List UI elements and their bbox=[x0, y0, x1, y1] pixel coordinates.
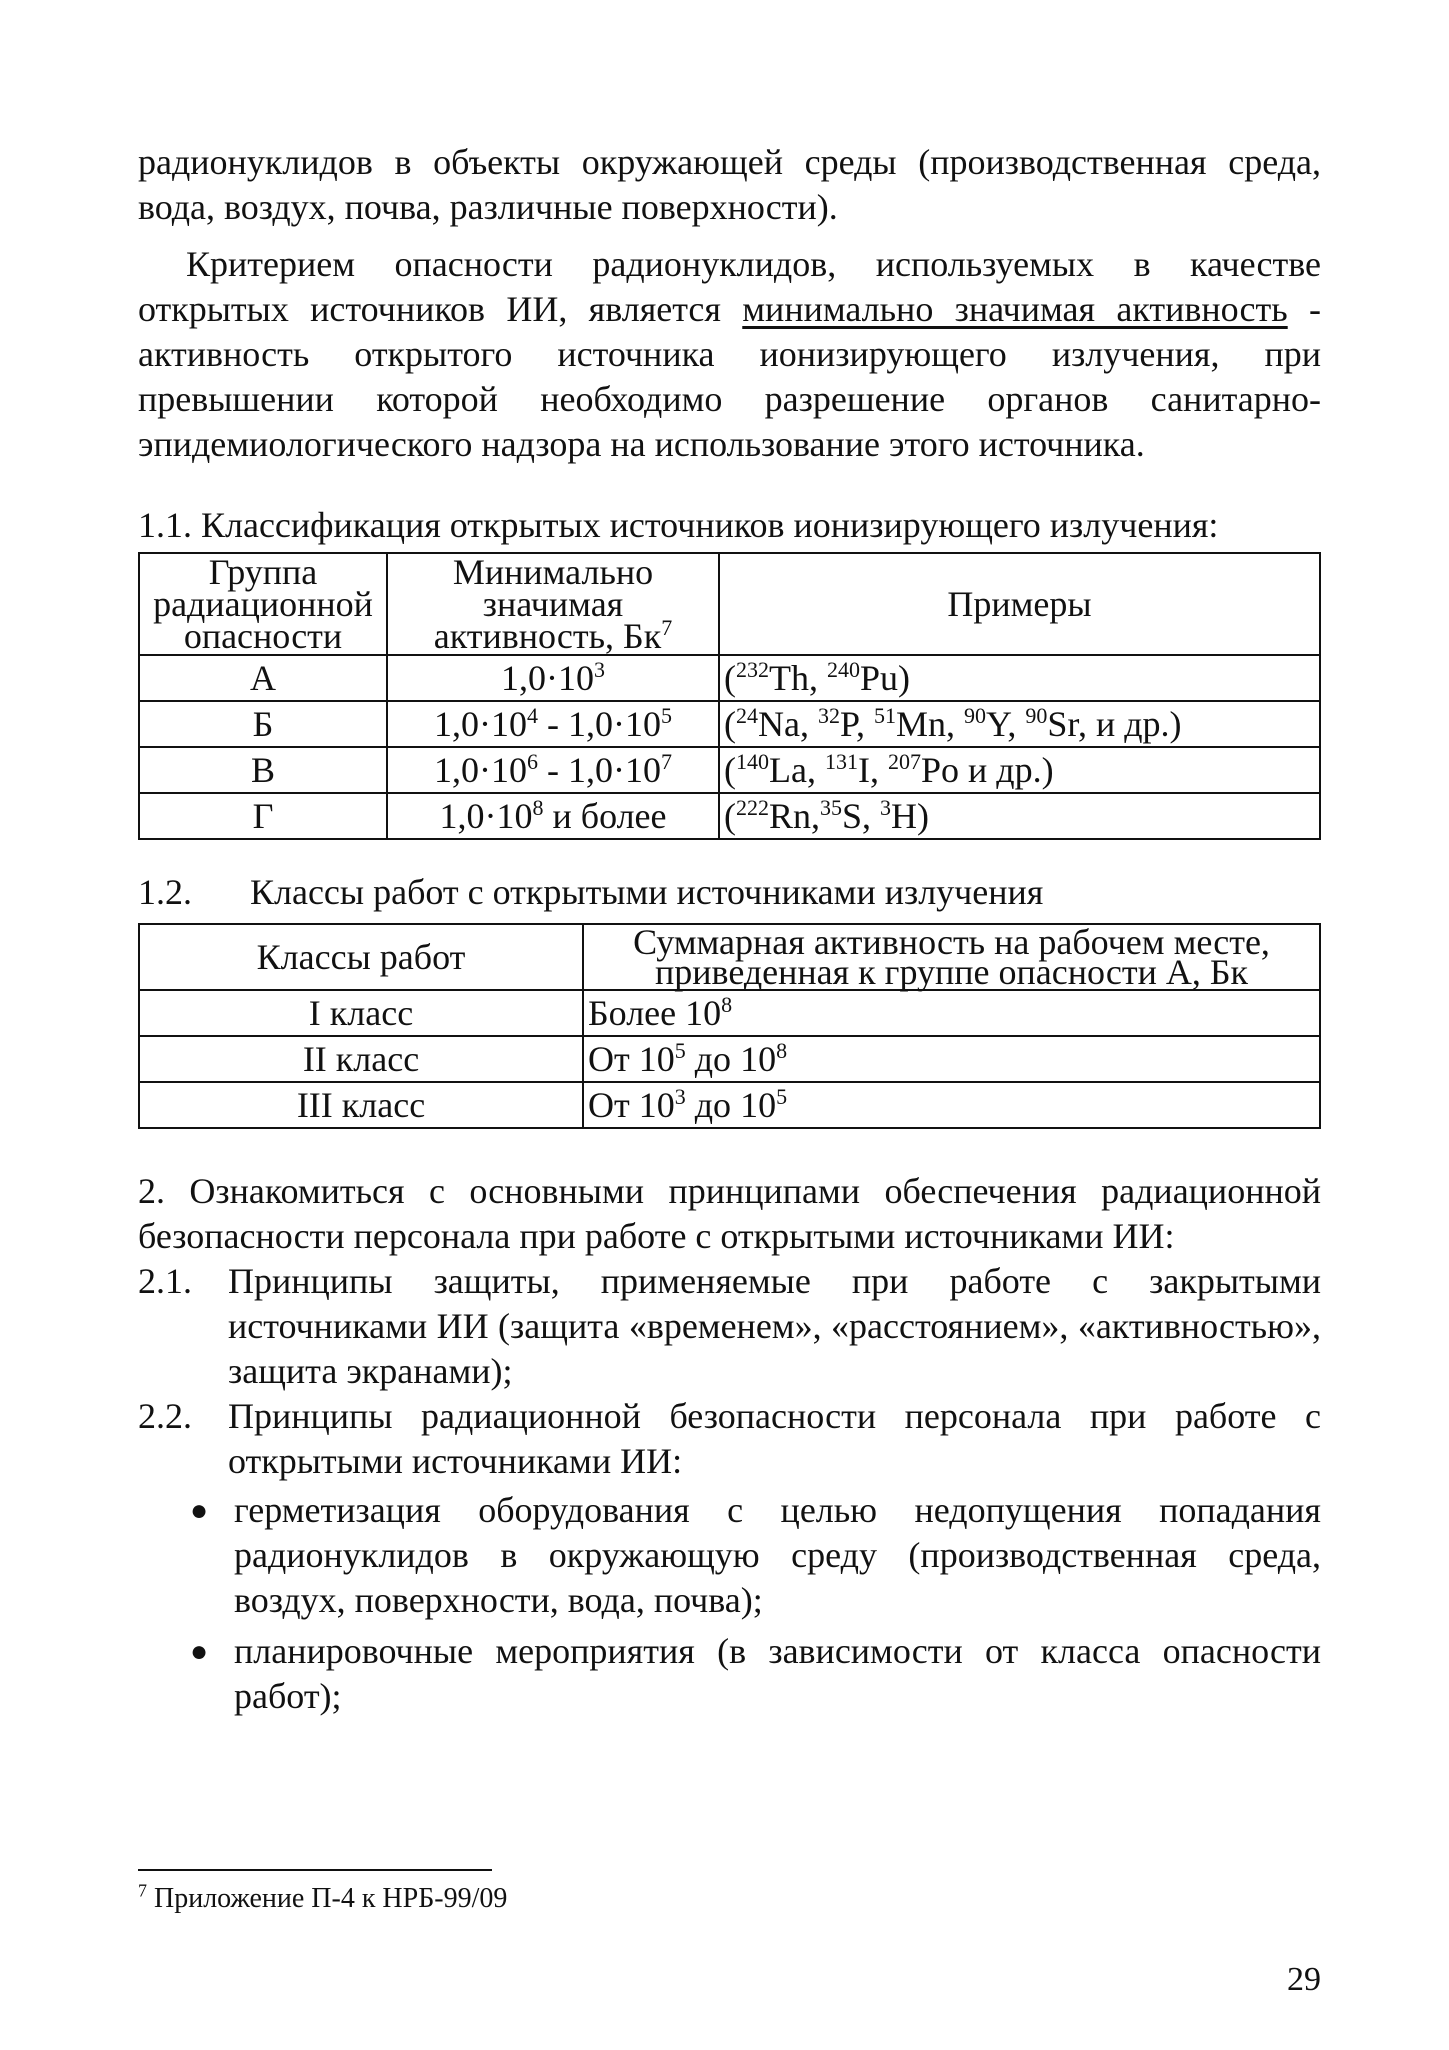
table-row bbox=[139, 1082, 1320, 1128]
header-total-activity: Суммарная активность на рабочем месте, приведенная к группе опасности А, Бк bbox=[583, 924, 1320, 990]
cell-group: А bbox=[139, 655, 387, 701]
mass-number: 232 bbox=[736, 657, 769, 682]
mass-number: 222 bbox=[736, 795, 769, 820]
numbered-list bbox=[138, 1259, 1321, 1484]
nuclide-symbol: I, bbox=[857, 750, 888, 790]
list-item bbox=[138, 1394, 1321, 1484]
nuclide-symbol: Mn, bbox=[896, 704, 965, 744]
nuclide-symbol: Na, bbox=[758, 704, 818, 744]
section2-intro: 2. Ознакомиться с основными принципами обеспечения радиационной безопасности персонала при работе с открытыми источниками ИИ: bbox=[138, 1171, 1321, 1256]
activity-base: 1,0·10 bbox=[434, 704, 527, 744]
header-min-activity-text: Минимально значимая активность, Бк bbox=[433, 552, 662, 656]
mass-number: 3 bbox=[880, 795, 892, 820]
table-row bbox=[139, 793, 1320, 839]
nuclide-symbol: Th, bbox=[769, 658, 827, 698]
activity-exponent: 6 bbox=[527, 749, 538, 774]
header-examples: Примеры bbox=[719, 553, 1320, 655]
nuclide-symbol: S, bbox=[842, 796, 881, 836]
activity-base: 1,0·10 bbox=[434, 750, 527, 790]
footnote-mark: 7 bbox=[138, 1880, 147, 1901]
bullet-icon: ● bbox=[190, 1635, 209, 1668]
cell-total-activity bbox=[583, 990, 1320, 1036]
nuclide-symbol: H) bbox=[891, 796, 930, 836]
table-row bbox=[139, 747, 1320, 793]
footnote-divider bbox=[138, 1869, 492, 1871]
example-prefix: ( bbox=[724, 750, 736, 790]
mass-number: 24 bbox=[736, 703, 758, 728]
footnote bbox=[138, 1882, 507, 1916]
table2-caption bbox=[138, 870, 1321, 915]
list-item-text: Принципы защиты, применяемые при работе с закрытыми источниками ИИ (защита «временем», «расстоянием», «активностью», защита экранами); bbox=[228, 1261, 1321, 1391]
activity-separator: - bbox=[538, 750, 568, 790]
nuclide-symbol: P, bbox=[839, 704, 875, 744]
activity-text: От 10 bbox=[588, 1039, 675, 1079]
table-row bbox=[139, 701, 1320, 747]
mass-number: 131 bbox=[824, 749, 858, 774]
table-header-row bbox=[139, 924, 1320, 990]
list-item bbox=[138, 1259, 1321, 1394]
cell-class: II класс bbox=[139, 1036, 583, 1082]
criterion-definition: - активность открытого источника ионизирующего излучения, при превышении которой необходимо разрешение органов санитарно-эпидемиологического надзора на использование этого источника. bbox=[138, 289, 1322, 464]
cell-total-activity bbox=[583, 1082, 1320, 1128]
activity-exponent: 5 bbox=[776, 1084, 788, 1109]
paragraph-criterion bbox=[138, 242, 1321, 467]
page-number: 29 bbox=[1287, 1961, 1321, 1998]
cell-examples bbox=[719, 655, 1320, 701]
activity-text: до bbox=[685, 1039, 741, 1079]
table2-caption-number: 1.2. bbox=[138, 872, 192, 912]
mass-number: 207 bbox=[887, 749, 921, 774]
mass-number: 35 bbox=[820, 795, 843, 820]
header-classes: Классы работ bbox=[139, 924, 583, 990]
activity-base: 1,0·10 bbox=[568, 750, 661, 790]
nuclide-symbol: Pu) bbox=[860, 658, 911, 698]
cell-examples bbox=[719, 747, 1320, 793]
activity-exponent: 8 bbox=[776, 1038, 788, 1063]
activity-exponent: 5 bbox=[661, 703, 672, 728]
activity-exponent: 5 bbox=[674, 1038, 686, 1063]
cell-total-activity bbox=[583, 1036, 1320, 1082]
work-classes-table bbox=[138, 923, 1321, 1129]
mass-number: 51 bbox=[874, 703, 897, 728]
activity-exponent: 3 bbox=[674, 1084, 686, 1109]
list-item-number: 2.1. bbox=[138, 1261, 192, 1301]
footnote-text: Приложение П-4 к НРБ-99/09 bbox=[147, 1883, 508, 1914]
example-prefix: ( bbox=[724, 796, 736, 836]
table-row bbox=[139, 990, 1320, 1036]
mass-number: 32 bbox=[817, 703, 840, 728]
paragraph-intro: радионуклидов в объекты окружающей среды (производственная среда, вода, воздух, почва, различные поверхности). bbox=[138, 142, 1321, 227]
table-row bbox=[139, 1036, 1320, 1082]
mass-number: 90 bbox=[1025, 703, 1048, 728]
activity-base: 1,0·10 bbox=[439, 796, 533, 836]
cell-min-activity bbox=[387, 793, 719, 839]
bullet-text: планировочные мероприятия (в зависимости от класса опасности работ); bbox=[234, 1631, 1321, 1716]
mass-number: 240 bbox=[827, 657, 860, 682]
list-item-number: 2.2. bbox=[138, 1396, 192, 1436]
header-group: Группа радиационной опасности bbox=[139, 553, 387, 655]
cell-min-activity bbox=[387, 747, 719, 793]
cell-group: В bbox=[139, 747, 387, 793]
activity-text: 10 bbox=[740, 1039, 777, 1079]
nuclide-symbol: La, bbox=[769, 750, 825, 790]
classification-table bbox=[138, 552, 1321, 840]
cell-group: Б bbox=[139, 701, 387, 747]
activity-text: до bbox=[685, 1085, 741, 1125]
table1-caption: 1.1. Классификация открытых источников ионизирующего излучения: bbox=[138, 505, 1219, 545]
cell-examples bbox=[719, 793, 1320, 839]
activity-text: 10 bbox=[740, 1085, 777, 1125]
example-prefix: ( bbox=[724, 658, 736, 698]
footnote-ref: 7 bbox=[661, 615, 673, 640]
activity-base: 1,0·10 bbox=[568, 704, 661, 744]
mass-number: 140 bbox=[736, 749, 769, 774]
table-row bbox=[139, 655, 1320, 701]
activity-separator: - bbox=[538, 704, 568, 744]
document-page bbox=[138, 140, 1321, 1719]
cell-class: III класс bbox=[139, 1082, 583, 1128]
activity-exponent: 3 bbox=[594, 657, 605, 682]
bullet-item bbox=[190, 1629, 1321, 1719]
activity-suffix: и более bbox=[543, 796, 667, 836]
example-prefix: ( bbox=[724, 704, 736, 744]
mass-number: 90 bbox=[964, 703, 987, 728]
nuclide-symbol: Rn, bbox=[769, 796, 821, 836]
activity-base: 1,0·10 bbox=[501, 658, 594, 698]
underlined-term: минимально значимая активность bbox=[742, 289, 1288, 329]
cell-examples bbox=[719, 701, 1320, 747]
table2-caption-text: Классы работ с открытыми источниками излучения bbox=[250, 872, 1044, 912]
nuclide-symbol: Y, bbox=[986, 704, 1026, 744]
activity-exponent: 7 bbox=[661, 749, 672, 774]
activity-exponent: 8 bbox=[721, 992, 733, 1017]
table-header-row bbox=[139, 553, 1320, 655]
nuclide-symbol: Po и др.) bbox=[920, 750, 1054, 790]
activity-exponent: 4 bbox=[527, 703, 538, 728]
bullet-icon: ● bbox=[190, 1494, 209, 1527]
activity-text: От 10 bbox=[588, 1085, 675, 1125]
cell-min-activity bbox=[387, 701, 719, 747]
header-min-activity bbox=[387, 553, 719, 655]
cell-class: I класс bbox=[139, 990, 583, 1036]
cell-min-activity bbox=[387, 655, 719, 701]
cell-group: Г bbox=[139, 793, 387, 839]
activity-exponent: 8 bbox=[532, 795, 544, 820]
nuclide-symbol: Sr, и др.) bbox=[1047, 704, 1182, 744]
list-item-text: Принципы радиационной безопасности персонала при работе с открытыми источниками ИИ: bbox=[228, 1396, 1321, 1481]
bullet-text: герметизация оборудования с целью недопущения попадания радионуклидов в окружающую среду (производственная среда, воздух, поверхности, вода, почва); bbox=[234, 1490, 1321, 1620]
bullet-item bbox=[190, 1488, 1321, 1623]
activity-text: Более 10 bbox=[588, 993, 722, 1033]
criterion-text: Критерием опасности радионуклидов, используемых в качестве открытых источников ИИ, является bbox=[138, 244, 1321, 329]
